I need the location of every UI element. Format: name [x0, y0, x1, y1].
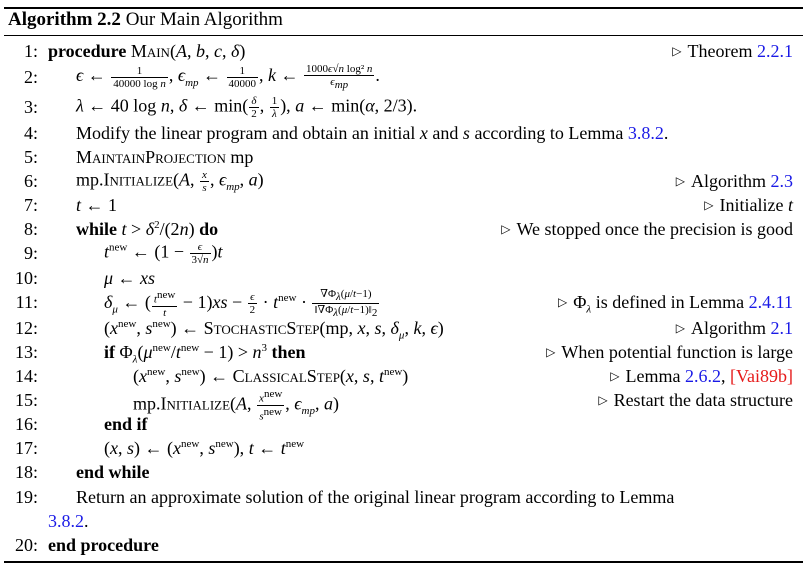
- line-code: $t^{new}$ ← (1 − $\frac{\epsilon}{3√n}$ )t: [104, 241, 223, 266]
- algo-line-4: [0, 123, 807, 147]
- algorithm-ref-link[interactable]: 2.3: [770, 171, 793, 191]
- line-code: end if: [104, 414, 148, 434]
- lemma-ref-link[interactable]: 3.8.2: [48, 511, 84, 531]
- line-number: 8:: [23, 219, 38, 239]
- line-code: if $\Phi_\lambda(\mu^{new}/t^{new} - 1) > n^3$ then: [104, 342, 306, 366]
- algo-line-1: [0, 41, 807, 65]
- line-code: ($x^{new}$, $s^{new}$) ← StochasticStep(mp, x, s, $\delta_\mu$, k, ϵ): [104, 318, 444, 342]
- line-code-continued: 3.8.2.: [48, 511, 89, 531]
- line-code: end while: [76, 462, 150, 482]
- line-code: MaintainProjection mp: [76, 147, 254, 167]
- algo-line-17: [0, 438, 807, 462]
- line-comment: ▷ We stopped once the precision is good: [501, 219, 793, 239]
- triangle-icon: ▷: [546, 345, 556, 359]
- line-code: Modify the linear program and obtain an initial x and s according to Lemma 3.8.2.: [76, 123, 669, 143]
- line-number: 19:: [14, 487, 38, 507]
- line-comment: ▷ $\Phi_\lambda$ is defined in Lemma 2.4.11: [558, 292, 793, 316]
- algorithm-ref-link[interactable]: 2.1: [770, 318, 793, 338]
- lemma-ref-link[interactable]: 2.6.2: [685, 366, 721, 386]
- line-number: 9:: [23, 243, 38, 263]
- bottom-rule: [4, 561, 803, 563]
- theorem-ref-link[interactable]: 2.2.1: [757, 41, 793, 61]
- line-code: while $t > \delta^2/(2n)$ do: [76, 219, 219, 239]
- line-code: (x, s) ← ($x^{new}$, $s^{new}$), t ← $t^{new}$: [104, 438, 305, 458]
- citation-link[interactable]: Vai89b: [736, 366, 787, 386]
- mid-rule: [4, 35, 803, 36]
- lemma-ref-link[interactable]: 3.8.2: [627, 123, 664, 143]
- line-code: mp.Initialize(A, $\frac{x}{s}$ , $\epsilon_{mp}$, a): [76, 169, 264, 194]
- algo-line-11: [0, 288, 807, 320]
- algorithm-label: Algorithm 2.2: [8, 9, 121, 30]
- algo-line-13: [0, 342, 807, 366]
- line-number: 2:: [23, 67, 38, 87]
- line-number: 1:: [23, 41, 38, 61]
- triangle-icon: ▷: [598, 393, 608, 407]
- algo-line-19: [0, 487, 807, 511]
- line-number: 3:: [23, 97, 38, 117]
- line-number: 14:: [14, 366, 38, 386]
- triangle-icon: ▷: [610, 369, 620, 383]
- line-code: t ← 1: [76, 195, 118, 215]
- triangle-icon: ▷: [672, 44, 682, 58]
- line-code: $\delta_\mu$ ← ( $\frac{t^{new}}{t}$ − 1)xs − $\frac{\epsilon}{2}$ · $t^{new}$ · $\frac{\nabla\Phi_\lambda(\mu/t-1)}{‖\nabla\Phi_\lambda(\mu/t-1)‖_2}$: [104, 288, 378, 320]
- triangle-icon: ▷: [558, 295, 568, 309]
- line-comment: ▷ Restart the data structure: [598, 390, 793, 410]
- line-comment: ▷ Algorithm 2.3: [675, 171, 793, 191]
- triangle-icon: ▷: [675, 174, 685, 188]
- line-number: 10:: [14, 268, 38, 288]
- line-number: 16:: [14, 414, 38, 434]
- algo-line-3: [0, 97, 807, 121]
- algo-line-9: [0, 243, 807, 267]
- algo-line-6: [0, 171, 807, 195]
- line-comment: ▷ Theorem 2.2.1: [672, 41, 793, 61]
- algo-line-12: [0, 318, 807, 342]
- line-comment: ▷ Initialize t: [704, 195, 793, 215]
- line-number: 5:: [23, 147, 38, 167]
- algo-line-2: [0, 63, 807, 92]
- algo-line-8: [0, 219, 807, 243]
- algo-line-14: [0, 366, 807, 390]
- line-code: ($x^{new}$, $s^{new}$) ← ClassicalStep(x, s, $t^{new}$): [133, 366, 409, 386]
- line-number: 13:: [14, 342, 38, 362]
- line-number: 15:: [14, 390, 38, 410]
- line-number: 7:: [23, 195, 38, 215]
- line-code: λ ← 40 log n, δ ← min( $\frac{\delta}{2}$ , $\frac{1}{\lambda}$ ), a ← min(α, 2/3).: [76, 95, 418, 120]
- lemma-ref-link[interactable]: 2.4.11: [748, 292, 793, 312]
- line-number: 17:: [14, 438, 38, 458]
- line-number: 4:: [23, 123, 38, 143]
- line-number: 18:: [14, 462, 38, 482]
- algo-line-18: [0, 462, 807, 486]
- line-code: mp.Initialize(A, $\frac{x^{new}}{s^{new}}$ , $\epsilon_{mp}$, a): [133, 388, 339, 423]
- triangle-icon: ▷: [704, 198, 714, 212]
- line-code: μ ← xs: [104, 268, 156, 288]
- algorithm-title: [8, 9, 283, 31]
- line-comment: ▷ When potential function is large: [546, 342, 793, 362]
- line-number: 6:: [23, 171, 38, 191]
- algo-line-7: [0, 195, 807, 219]
- line-code: procedure Main(A, b, c, δ): [48, 41, 246, 61]
- line-number: 20:: [14, 535, 38, 555]
- algo-line-20: [0, 535, 807, 559]
- line-number: 11:: [15, 292, 38, 312]
- algo-line-19-cont: [0, 511, 807, 535]
- algo-line-5: [0, 147, 807, 171]
- line-comment: ▷ Algorithm 2.1: [675, 318, 793, 338]
- line-number: 12:: [14, 318, 38, 338]
- line-code: ϵ ← $\frac{1}{\text{40000 log n}}$ , $\epsilon_{mp}$ ← $\frac{1}{40000}$ , k ← $\frac{\text{1000ϵ√n log² n}}{\epsilon_{mp}}$ .: [76, 63, 380, 92]
- algorithm-caption: Our Main Algorithm: [125, 9, 283, 30]
- algo-line-15: [0, 388, 807, 423]
- triangle-icon: ▷: [501, 222, 511, 236]
- line-code: Return an approximate solution of the original linear program according to Lemma: [76, 487, 675, 507]
- triangle-icon: ▷: [675, 321, 685, 335]
- line-code: end procedure: [48, 535, 159, 555]
- line-comment: ▷ Lemma 2.6.2, [Vai89b]: [610, 366, 793, 386]
- algo-line-16: [0, 414, 807, 438]
